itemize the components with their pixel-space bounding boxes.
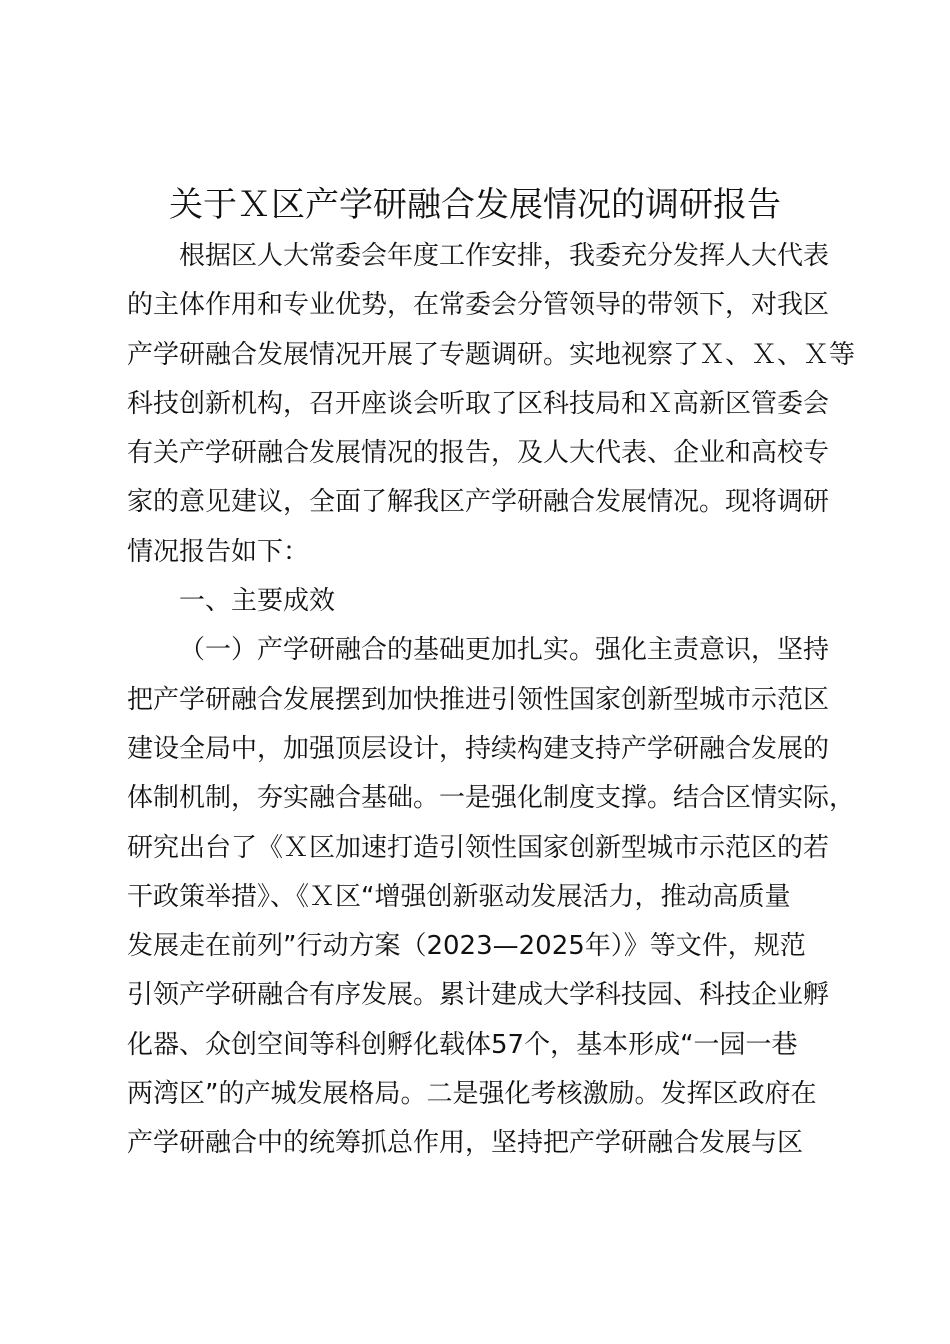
paragraph-line: 研究出台了《Ｘ区加速打造引领性国家创新型城市示范区的若 <box>127 832 830 863</box>
paragraph-line: 体制机制，夯实融合基础。一是强化制度支撑。结合区情实际， <box>127 783 856 814</box>
paragraph-line: 科技创新机构，召开座谈会听取了区科技局和Ｘ高新区管委会 <box>127 388 830 419</box>
paragraph-line: （一）产学研融合的基础更加扎实。强化主责意识，坚持 <box>179 635 830 666</box>
paragraph-line: 产学研融合发展情况开展了专题调研。实地视察了Ｘ、Ｘ、Ｘ等 <box>127 339 856 370</box>
section-heading: 一、主要成效 <box>179 586 336 617</box>
document-body <box>127 232 856 1169</box>
paragraph-line: 把产学研融合发展摆到加快推进引领性国家创新型城市示范区 <box>127 684 830 715</box>
paragraph-line: 两湾区”的产城发展格局。二是强化考核激励。发挥区政府在 <box>127 1079 817 1110</box>
paragraph-line: 化器、众创空间等科创孵化载体57个，基本形成“一园一巷 <box>127 1029 798 1060</box>
document-title: 关于Ｘ区产学研融合发展情况的调研报告 <box>169 185 781 225</box>
paragraph-line: 有关产学研融合发展情况的报告，及人大代表、企业和高校专 <box>127 438 830 469</box>
paragraph-line: 产学研融合中的统筹抓总作用，坚持把产学研融合发展与区 <box>127 1128 804 1159</box>
paragraph-line: 引领产学研融合有序发展。累计建成大学科技园、科技企业孵 <box>127 980 830 1011</box>
paragraph-line: 家的意见建议，全面了解我区产学研融合发展情况。现将调研 <box>127 487 830 518</box>
paragraph-line: 根据区人大常委会年度工作安排，我委充分发挥人大代表 <box>179 241 830 271</box>
paragraph-line: 情况报告如下： <box>127 536 310 567</box>
paragraph-line: 的主体作用和专业优势，在常委会分管领导的带领下，对我区 <box>127 290 830 321</box>
paragraph-line: 建设全局中，加强顶层设计，持续构建支持产学研融合发展的 <box>127 733 830 764</box>
paragraph-line: 发展走在前列”行动方案（2023—2025年）》等文件，规范 <box>127 931 806 962</box>
paragraph-line: 干政策举措》、《Ｘ区“增强创新驱动发展活力，推动高质量 <box>127 881 791 912</box>
